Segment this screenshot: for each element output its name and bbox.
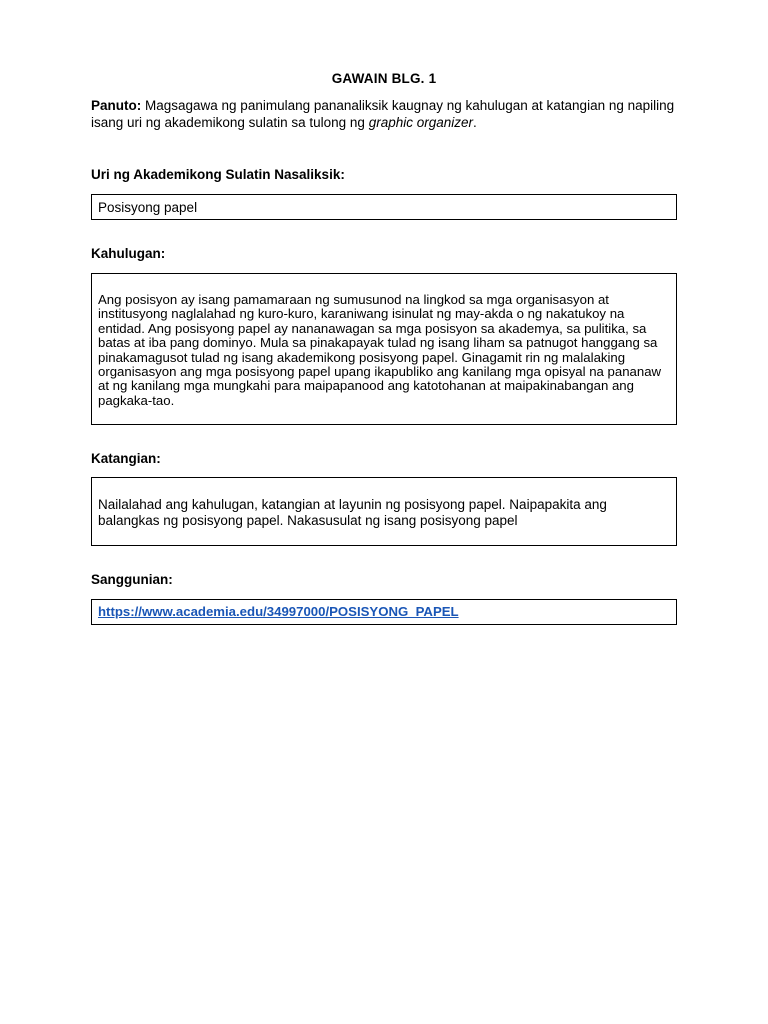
section-heading-sanggunian: Sanggunian:: [91, 572, 173, 587]
section-heading-uri: Uri ng Akademikong Sulatin Nasaliksik:: [91, 167, 345, 182]
instructions-text: Magsagawa ng panimulang pananaliksik kaugnay ng kahulugan at katangian ng napiling isang uri ng akademikong sulatin sa tulong ng: [91, 98, 675, 130]
answer-box-katangian: [91, 477, 677, 546]
document-title: GAWAIN BLG. 1: [331, 71, 437, 86]
instructions-label: Panuto:: [91, 98, 142, 113]
answer-text-katangian: Nailalahad ang kahulugan, katangian at layunin ng posisyong papel. Naipapakita ang balangkas ng posisyong papel. Nakasusulat ng isang posisyong papel: [98, 497, 607, 528]
instructions-paragraph: [91, 97, 691, 131]
instructions-emphasis: graphic organizer: [368, 115, 473, 130]
section-heading-katangian: Katangian:: [91, 451, 161, 466]
section-heading-kahulugan: Kahulugan:: [91, 246, 166, 261]
answer-box-sanggunian: [91, 599, 677, 625]
answer-box-kahulugan: [91, 273, 677, 425]
answer-text-uri: Posisyong papel: [98, 200, 198, 215]
reference-link[interactable]: https://www.academia.edu/34997000/POSISYONG_PAPEL: [98, 604, 459, 619]
answer-text-kahulugan: Ang posisyon ay isang pamamaraan ng sumusunod na lingkod sa mga organisasyon at institusyong naglalahad ng kuro-kuro, karaniwang isinulat ng may-akda o ng nakatukoy na entidad. Ang posisyong papel ay nananawagan sa mga posisyon sa akademya, sa pulitika, sa batas at iba pang dominyo. Mula sa pinakapayak tulad ng isang liham sa patnugot hanggang sa pinakamagusot tulad ng isang akademikong posisyong papel. Ginagamit rin ng malalaking organisasyon ang mga posisyong papel upang ikapubliko ang kanilang mga opisyal na pananaw at ng kanilang mga mungkahi para maipapanood ang katotohanan at maipakinabangan ang pagkaka-tao.: [98, 292, 662, 408]
instructions-text-end: .: [473, 115, 477, 130]
answer-box-uri: [91, 194, 677, 220]
